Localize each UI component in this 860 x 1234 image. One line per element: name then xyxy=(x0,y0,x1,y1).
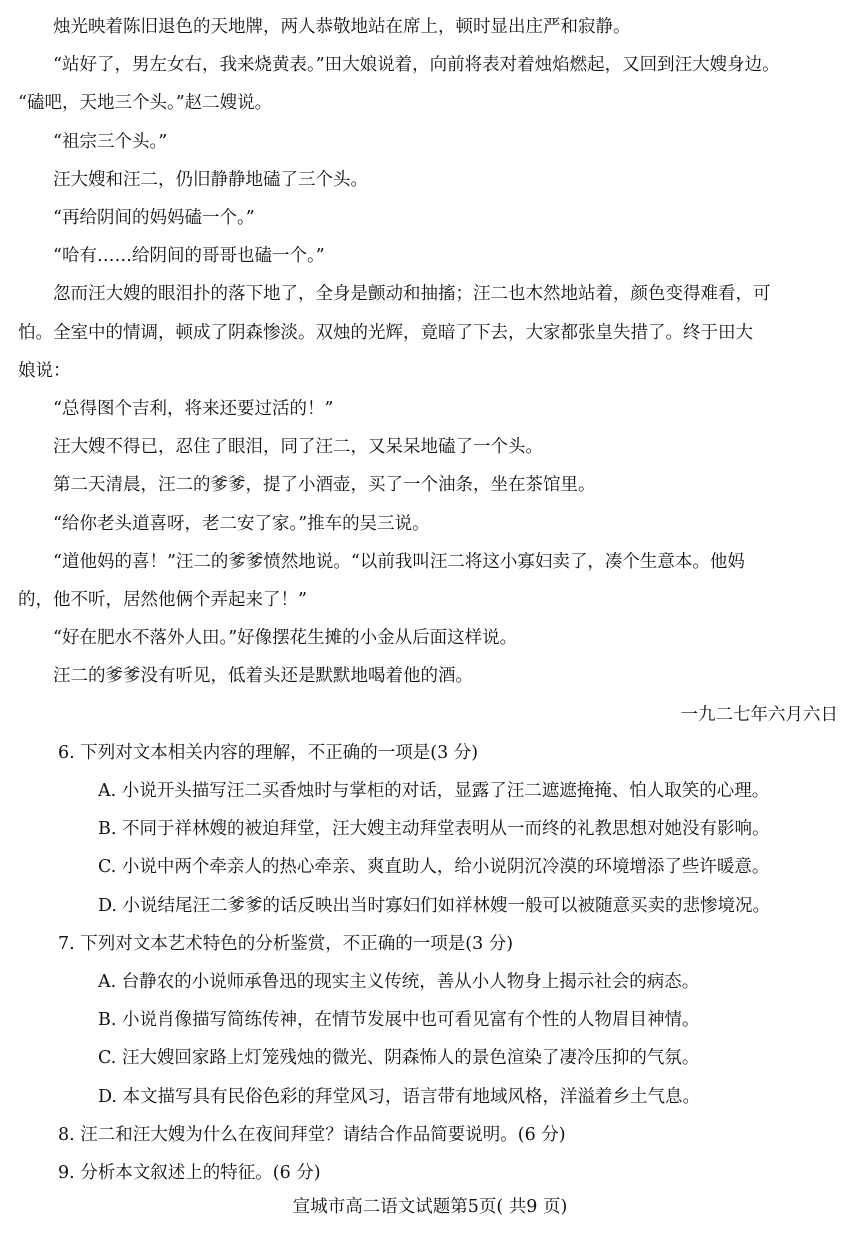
story-paragraph: 怕。全室中的情调，顿成了阴森惨淡。双烛的光辉，竟暗了下去，大家都张皇失措了。终于田大 xyxy=(18,322,753,343)
story-paragraph: 忽而汪大嫂的眼泪扑的落下地了，全身是颤动和抽搐；汪二也木然地站着，颜色变得难看，可 xyxy=(53,284,771,305)
story-paragraph: 娘说： xyxy=(18,360,71,381)
story-paragraph: 的，他不听，居然他俩个弄起来了！” xyxy=(18,590,307,611)
story-paragraph: 烛光映着陈旧退色的天地牌，两人恭敬地站在席上，顿时显出庄严和寂静。 xyxy=(53,17,631,37)
story-paragraph: “站好了，男左女右，我来烧黄表。”田大娘说着，向前将表对着烛焰燃起，又回到汪大嫂身边。 xyxy=(53,55,780,76)
question-7: 7. 下列对文本艺术特色的分析鉴赏，不正确的一项是(3 分) xyxy=(58,933,514,954)
story-paragraph: “总得图个吉利，将来还要过活的！” xyxy=(53,399,334,420)
story-paragraph: “给你老头道喜呀，老二安了家。”推车的吴三说。 xyxy=(53,513,430,534)
question-7-option-c: C. 汪大嫂回家路上灯笼残烛的微光、阴森怖人的景色渲染了凄冷压抑的气氛。 xyxy=(98,1048,700,1069)
question-6-option-b: B. 不同于祥林嫂的被迫拜堂，汪大嫂主动拜堂表明从一而终的礼教思想对她没有影响。 xyxy=(98,819,770,840)
question-6-option-d: D. 小说结尾汪二爹爹的话反映出当时寡妇们如祥林嫂一般可以被随意买卖的悲惨境况。 xyxy=(98,895,771,916)
question-6-option-a: A. 小说开头描写汪二买香烛时与掌柜的对话，显露了汪二遮遮掩掩、怕人取笑的心理。 xyxy=(98,781,770,802)
story-paragraph: 汪大嫂和汪二，仍旧静静地磕了三个头。 xyxy=(53,169,368,190)
story-paragraph: 汪大嫂不得已，忍住了眼泪，同了汪二，又呆呆地磕了一个头。 xyxy=(53,437,543,458)
story-paragraph: “祖宗三个头。” xyxy=(53,131,168,152)
question-6: 6. 下列对文本相关内容的理解，不正确的一项是(3 分) xyxy=(58,742,479,763)
question-8: 8. 汪二和汪大嫂为什么在夜间拜堂？请结合作品简要说明。(6 分) xyxy=(58,1124,566,1145)
question-9: 9. 分析本文叙述上的特征。(6 分) xyxy=(58,1163,321,1184)
story-paragraph: “哈有……给阴间的哥哥也磕一个。” xyxy=(53,246,325,267)
question-7-option-a: A. 台静农的小说师承鲁迅的现实主义传统，善从小人物身上揭示社会的病态。 xyxy=(98,972,700,993)
story-paragraph: 汪二的爹爹没有听见，低着头还是默默地喝着他的酒。 xyxy=(53,666,473,687)
story-paragraph: “道他妈的喜！”汪二的爹爹愤然地说。“以前我叫汪二将这小寡妇卖了，凑个生意本。他妈 xyxy=(53,551,745,572)
question-7-option-d: D. 本文描写具有民俗色彩的拜堂风习，语言带有地域风格，洋溢着乡土气息。 xyxy=(98,1086,701,1107)
story-paragraph: “好在肥水不落外人田。”好像摆花生摊的小金从后面这样说。 xyxy=(53,628,518,649)
question-7-option-b: B. 小说肖像描写简练传神，在情节发展中也可看见富有个性的人物眉目神情。 xyxy=(98,1010,700,1031)
page-footer: 宣城市高二语文试题第5页( 共9 页) xyxy=(292,1197,568,1217)
story-paragraph: “磕吧，天地三个头。”赵二嫂说。 xyxy=(18,93,273,114)
question-6-option-c: C. 小说中两个牵亲人的热心牵亲、爽直助人，给小说阴沉冷漠的环境增添了些许暖意。 xyxy=(98,857,770,878)
story-paragraph: 第二天清晨，汪二的爹爹，提了小酒壶，买了一个油条，坐在茶馆里。 xyxy=(53,475,596,496)
story-date: 一九二七年六月六日 xyxy=(680,704,838,725)
story-paragraph: “再给阴间的妈妈磕一个。” xyxy=(53,208,255,229)
